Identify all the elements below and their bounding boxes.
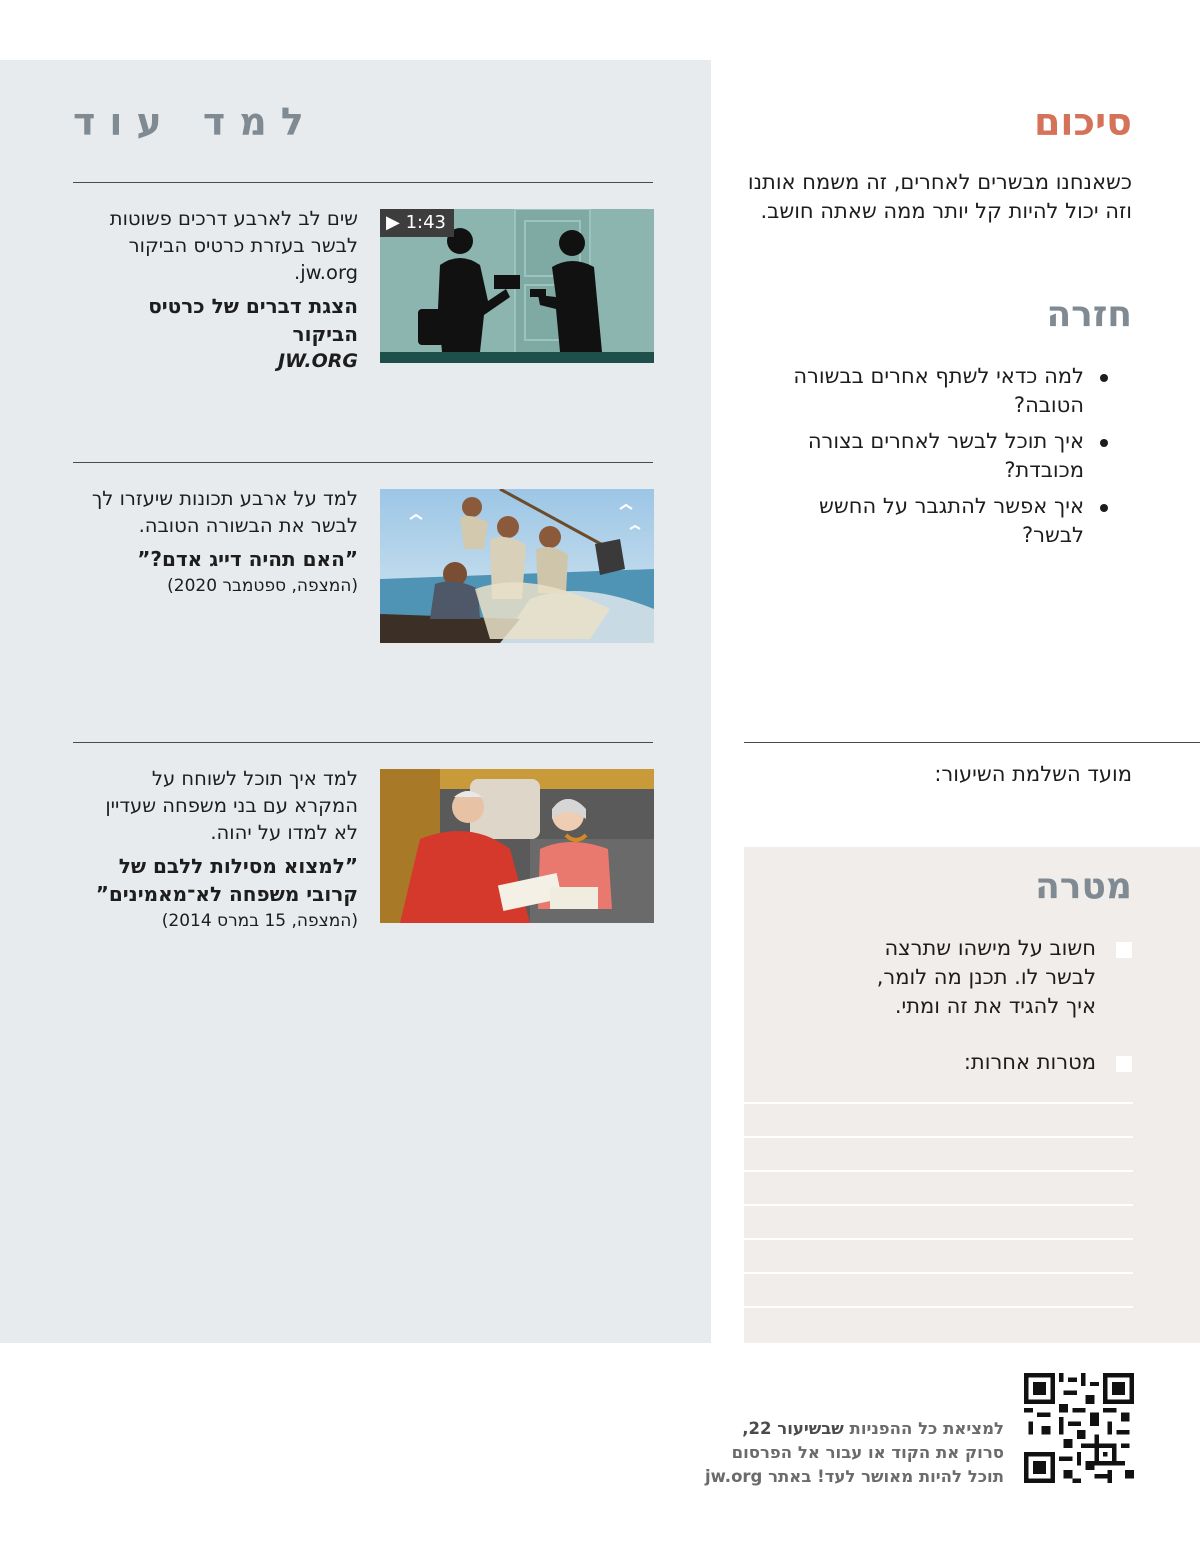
learn-item-3 [90, 765, 358, 934]
couple-image [380, 769, 654, 923]
writing-line[interactable] [744, 1170, 1133, 1172]
learn-more-title: למד עוד [73, 100, 318, 144]
review-list [782, 362, 1112, 557]
summary-text: כשאנחנו מבשרים לאחרים, זה משמח אותנו וזה יכול להיות קל יותר ממה שאתה חושב. [747, 170, 1132, 223]
writing-line[interactable] [744, 1238, 1133, 1240]
video-thumbnail[interactable] [380, 209, 654, 363]
review-question: למה כדאי לשתף אחרים בבשורה הטובה? [782, 362, 1112, 420]
learn-item-title[interactable]: הצגת דברים של כרטיס הביקור [148, 294, 358, 346]
goal-checkbox[interactable] [1116, 942, 1132, 958]
learn-item-source: JW.ORG [278, 350, 358, 372]
video-duration: 1:43 [405, 212, 446, 233]
item-divider [73, 182, 653, 183]
review-question: איך אפשר להתגבר על החשש לבשר? [782, 492, 1112, 550]
learn-item-description: למד על ארבע תכונות שיעזרו לך לבשר את הבשורה הטובה. [91, 487, 358, 537]
writing-line[interactable] [744, 1136, 1133, 1138]
writing-line[interactable] [744, 1102, 1133, 1104]
learn-item-title[interactable]: ”האם תהיה דייג אדם?” [137, 547, 358, 571]
completion-date-label: מועד השלמת השיעור: [934, 762, 1132, 786]
item-divider [73, 742, 653, 743]
goal-item: חשוב על מישהו שתרצה לבשר לו. תכנן מה לומר, איך להגיד את זה ומתי. [876, 936, 1096, 1018]
completion-divider [744, 742, 1200, 743]
review-question: איך תוכל לבשר לאחרים בצורה מכובדת? [782, 427, 1112, 485]
play-icon: ▶ [386, 212, 400, 233]
learn-item-source: (המצפה, 15 במרס 2014) [161, 911, 358, 931]
video-duration-badge [380, 209, 454, 237]
goal-panel [744, 847, 1200, 1343]
footer-line-2: סרוק את הקוד או עבור אל הפרסום [731, 1443, 1004, 1462]
learn-item-2 [90, 485, 358, 599]
summary-title: סיכום [1033, 100, 1132, 144]
writing-line[interactable] [744, 1204, 1133, 1206]
learn-item-source: (המצפה, ספטמבר 2020) [167, 576, 358, 596]
footer-line-3[interactable]: תוכל להיות מאושר לעד! באתר jw.org [704, 1467, 1004, 1486]
goal-item: מטרות אחרות: [963, 1050, 1096, 1074]
learn-item-description: שים לב לארבע דרכים פשוטות לבשר בעזרת כרטיס הביקור jw.org. [109, 207, 358, 284]
learn-item-description: למד איך תוכל לשוחח על המקרא עם בני משפחה שעדיין לא למדו על יהוה. [105, 767, 358, 844]
item-divider [73, 462, 653, 463]
footer-text [705, 1417, 1004, 1489]
learn-item-title[interactable]: ”למצוא מסילות ללבם של קרובי משפחה לא־מאמינים” [95, 854, 358, 906]
fishermen-image [380, 489, 654, 643]
footer-line-1: למציאת כל ההפניות שבשיעור 22, [742, 1419, 1004, 1438]
goal-checkbox[interactable] [1116, 1056, 1132, 1072]
writing-line[interactable] [744, 1306, 1133, 1308]
learn-item-1 [90, 205, 358, 374]
writing-line[interactable] [744, 1272, 1133, 1274]
goal-title: מטרה [1035, 866, 1132, 907]
qr-code-icon[interactable] [1024, 1373, 1134, 1483]
review-title: חזרה [1046, 294, 1132, 335]
